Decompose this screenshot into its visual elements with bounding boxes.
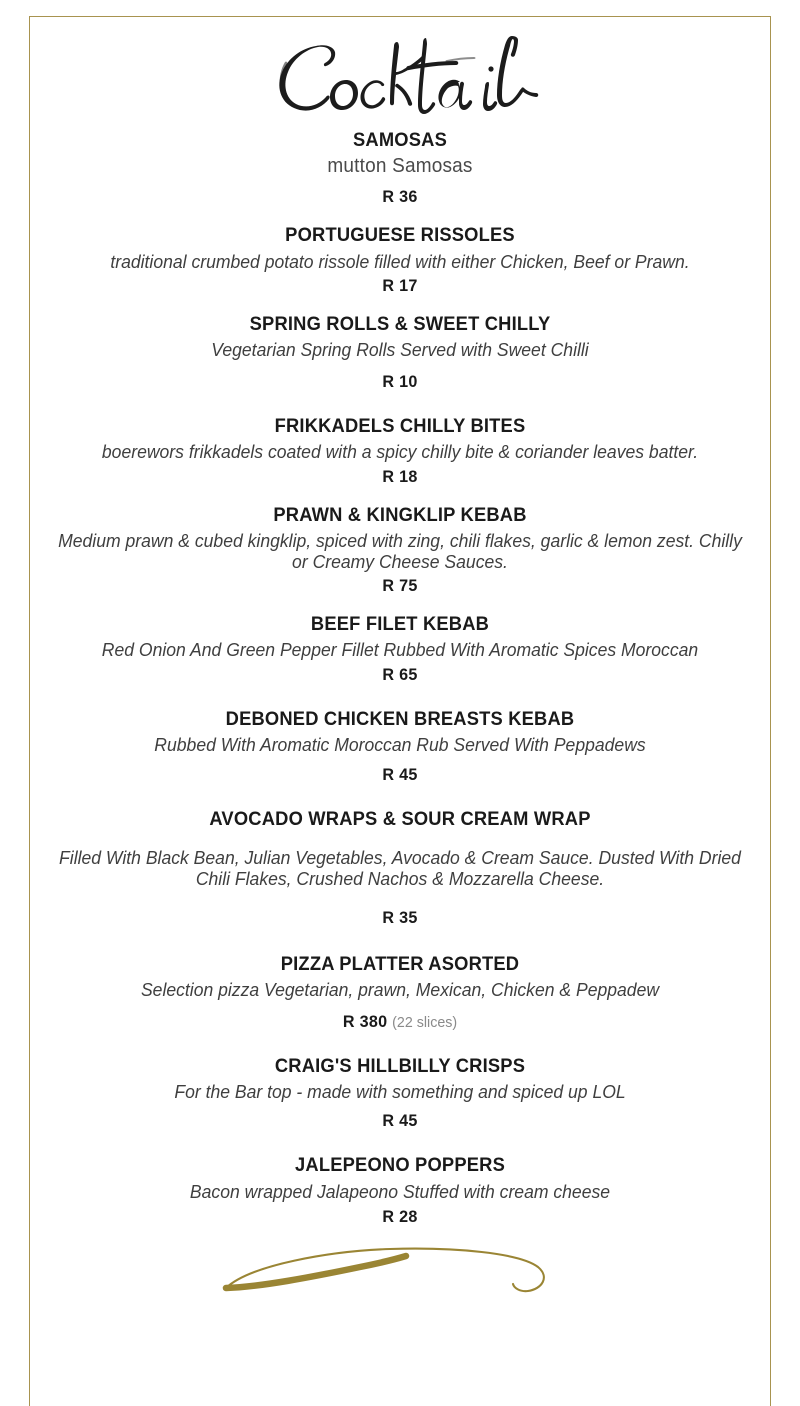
item-price: R 18 — [382, 466, 418, 486]
menu-item — [35, 807, 765, 928]
menu-item — [35, 612, 765, 684]
item-price: R 65 — [382, 664, 418, 684]
item-description: boerewors frikkadels coated with a spicy chilly bite & coriander leaves batter. — [101, 441, 699, 463]
item-description: Selection pizza Vegetarian, prawn, Mexican, Chicken & Peppadew — [140, 978, 660, 1000]
item-price: R 45 — [382, 764, 418, 784]
item-name: AVOCADO WRAPS & SOUR CREAM WRAP — [209, 807, 591, 830]
item-description: Vegetarian Spring Rolls Served with Sweet Chilli — [211, 339, 589, 360]
item-name: JALEPEONO POPPERS — [295, 1154, 505, 1177]
menu-title-block — [29, 16, 771, 128]
item-name: BEEF FILET KEBAB — [310, 613, 490, 636]
menu-page — [29, 16, 771, 1400]
item-price: R 35 — [382, 907, 418, 927]
item-description: Rubbed With Aromatic Moroccan Rub Served With Peppadews — [154, 733, 646, 755]
item-price — [53, 1012, 747, 1032]
item-description: mutton Samosas — [327, 155, 473, 178]
item-name: SPRING ROLLS & SWEET CHILLY — [249, 312, 551, 335]
menu-title-script — [250, 22, 550, 128]
menu-item — [35, 707, 765, 785]
item-price: R 10 — [382, 372, 418, 392]
menu-bottom-flourish — [29, 1243, 771, 1303]
item-description: Bacon wrapped Jalapeono Stuffed with cream cheese — [189, 1180, 611, 1202]
item-description: Red Onion And Green Pepper Fillet Rubbed With Aromatic Spices Moroccan — [101, 639, 699, 661]
menu-item — [35, 1054, 765, 1131]
item-description: Filled With Black Bean, Julian Vegetables, Avocado & Cream Sauce. Dusted With Dried Chili Flakes, Crushed Nachos & Mozzarella Cheese. — [59, 847, 741, 890]
item-price-value: R 380 — [342, 1011, 388, 1031]
item-description: For the Bar top - made with something and spiced up LOL — [174, 1081, 626, 1103]
item-name: PRAWN & KINGKLIP KEBAB — [273, 503, 527, 526]
item-description: traditional crumbed potato rissole filled with either Chicken, Beef or Prawn. — [110, 250, 690, 272]
menu-item — [35, 952, 765, 1032]
item-description: Medium prawn & cubed kingklip, spiced with zing, chili flakes, garlic & lemon zest. Chilly or Creamy Cheese Sauces. — [58, 529, 742, 572]
item-name: PORTUGUESE RISSOLES — [285, 224, 515, 247]
item-name: DEBONED CHICKEN BREASTS KEBAB — [225, 707, 575, 730]
item-price: R 45 — [382, 1111, 418, 1131]
menu-item — [35, 312, 765, 392]
item-name: SAMOSAS — [353, 129, 447, 151]
item-price: R 17 — [382, 275, 418, 295]
item-price-note: (22 slices) — [392, 1013, 458, 1031]
item-name: PIZZA PLATTER ASORTED — [280, 952, 520, 975]
menu-items-list — [29, 128, 771, 1227]
item-price: R 75 — [382, 576, 418, 596]
item-name: CRAIG'S HILLBILLY CRISPS — [274, 1054, 526, 1077]
menu-item — [35, 128, 765, 207]
menu-item — [35, 1153, 765, 1226]
menu-item — [35, 414, 765, 486]
menu-item — [35, 223, 765, 295]
item-price: R 36 — [382, 187, 418, 207]
menu-item — [35, 503, 765, 597]
item-name: FRIKKADELS CHILLY BITES — [274, 415, 526, 438]
item-price: R 28 — [382, 1206, 418, 1226]
